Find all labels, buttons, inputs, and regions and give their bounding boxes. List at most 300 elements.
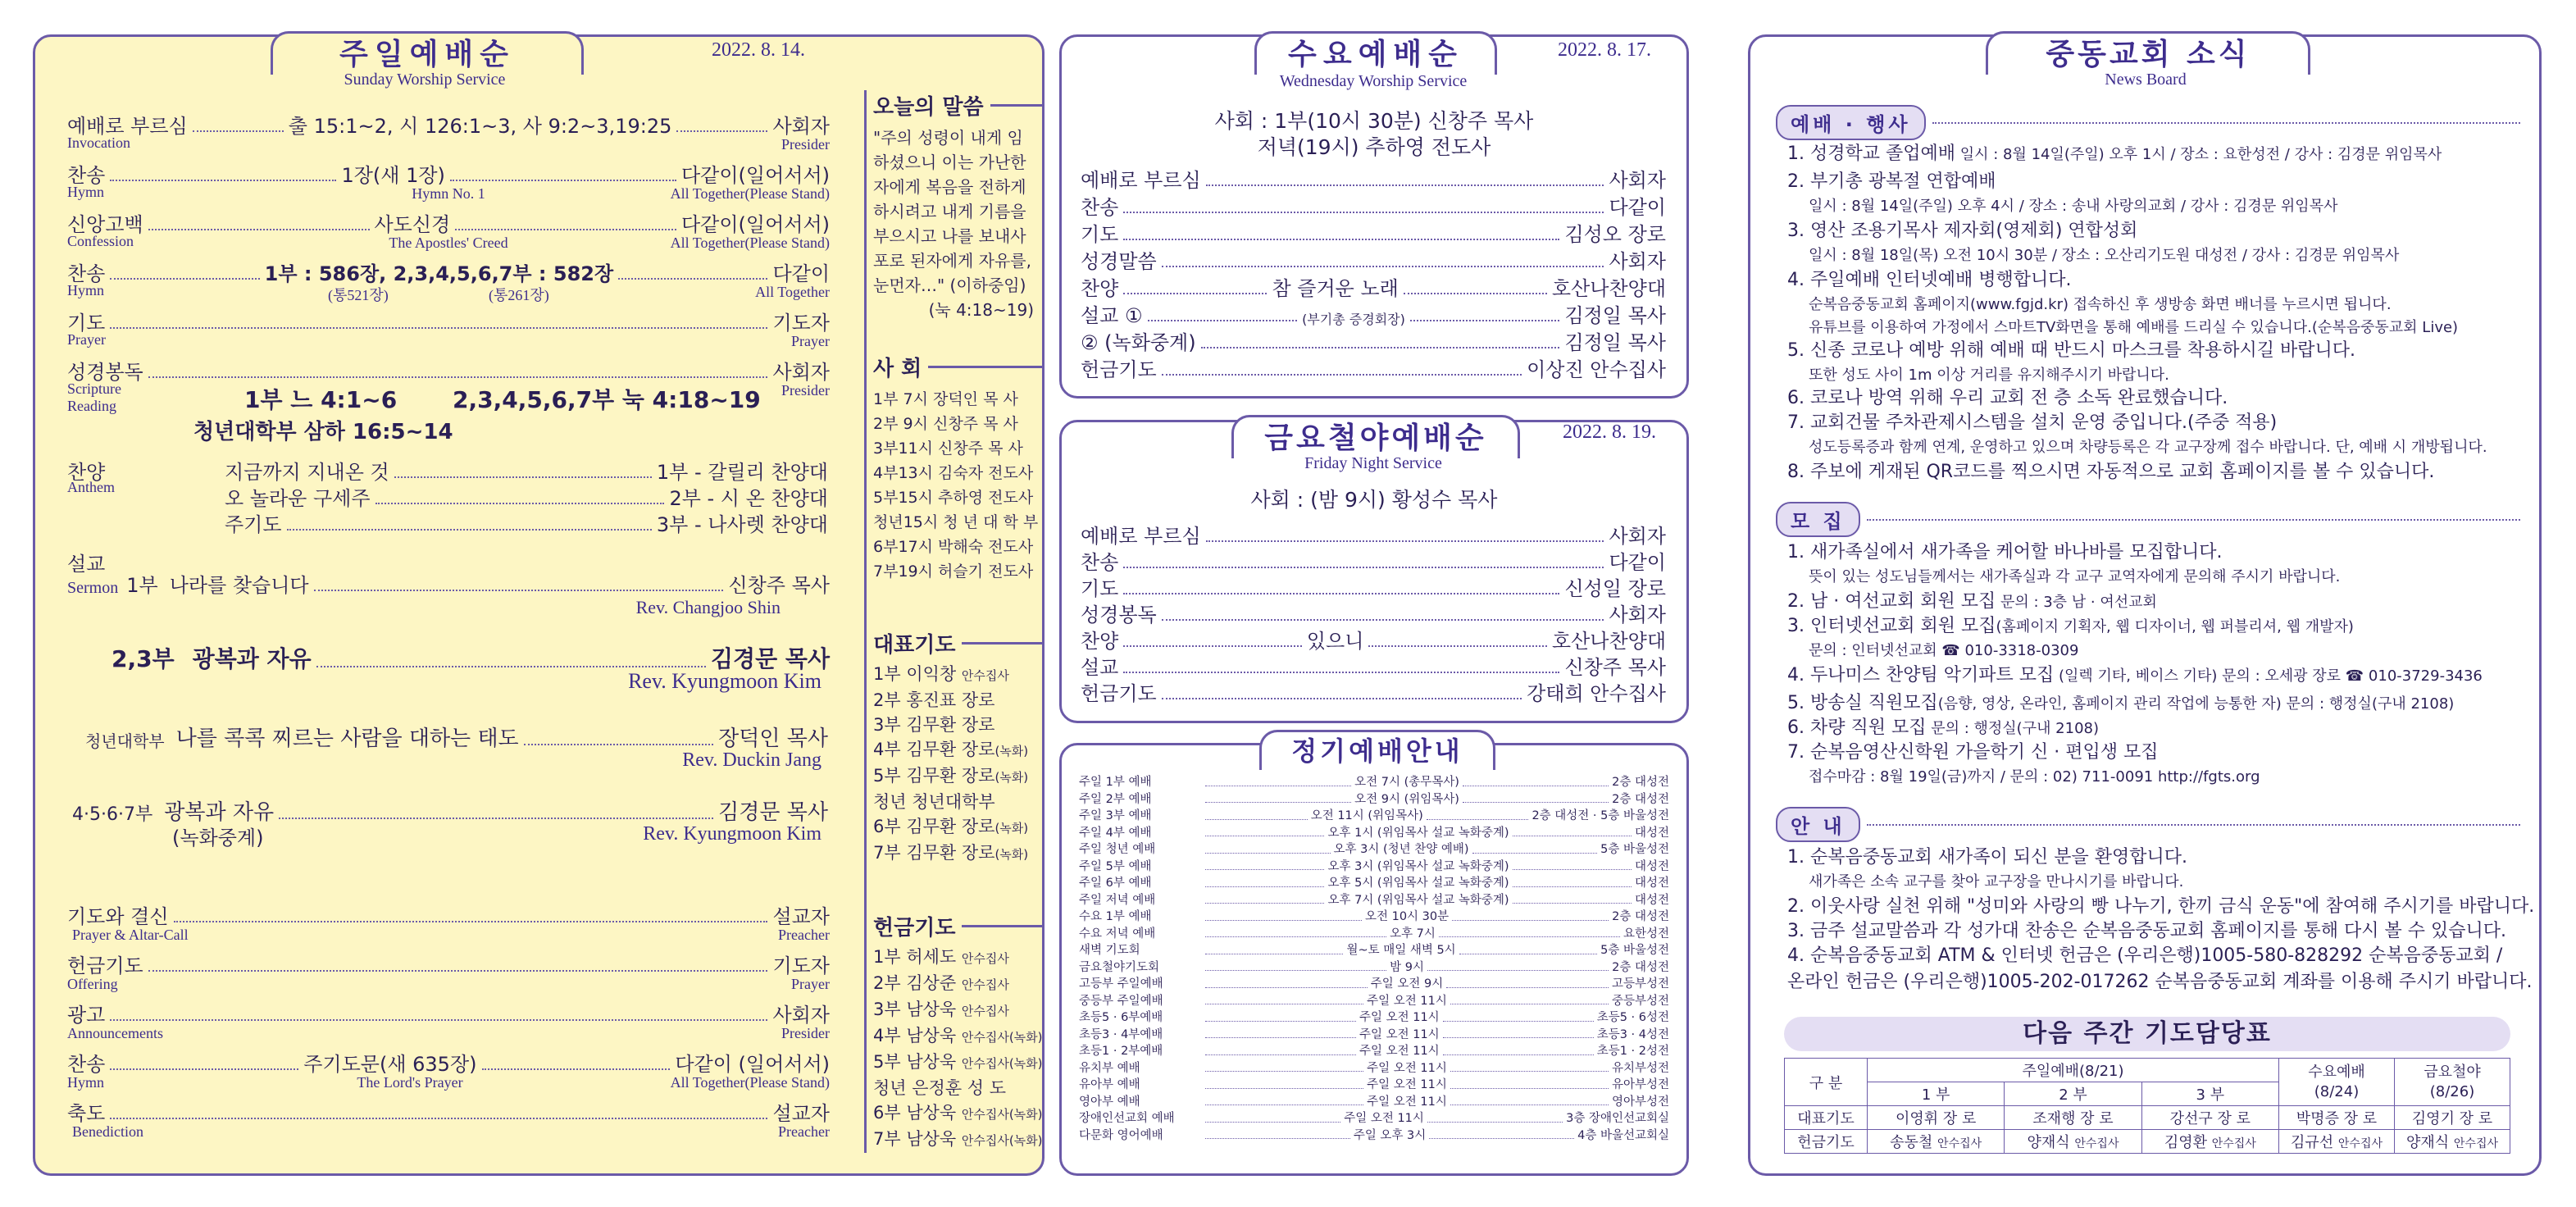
- order-label-en: Invocation: [67, 134, 130, 151]
- host-line: 7부19시 허슬기 전도사: [873, 563, 1034, 581]
- order-label-en: Hymn: [67, 1074, 104, 1091]
- order-right: 사회자: [772, 115, 830, 138]
- dotted-leader: [1450, 1094, 1609, 1106]
- dotted-leader: [1404, 293, 1547, 294]
- sermon-part-3: 청년대학부: [85, 731, 165, 751]
- duty-name: 강선구 장 로: [2169, 1110, 2251, 1127]
- dotted-leader: [1205, 825, 1324, 837]
- duty-role: 안수집사: [2337, 1137, 2383, 1150]
- news-section-events: 예배 · 행사: [1776, 105, 2520, 140]
- schedule-row: [1079, 1077, 1669, 1094]
- dotted-leader: [455, 229, 676, 230]
- schedule-name: 주일 1부 예배: [1079, 776, 1152, 789]
- news-detail: 순복음중동교회 홈페이지(www.fgjd.kr) 접속하신 후 생방송 화면 배너를 누르시면 됩니다.: [1809, 296, 2392, 313]
- order-right: 사회자: [772, 361, 830, 384]
- dotted-leader: [1443, 1027, 1594, 1039]
- dotted-leader: [1123, 239, 1559, 240]
- dotted-leader: [1123, 212, 1604, 213]
- dotted-leader: [1452, 909, 1609, 921]
- order-right: 다같이 (일어서서): [675, 1053, 830, 1076]
- offer-heading: 헌금기도: [873, 911, 1042, 941]
- schedule-place: 대성전: [1634, 877, 1670, 890]
- sermon-title-1: 나라를 찾습니다: [169, 574, 309, 597]
- order-right: 사회자: [772, 1004, 830, 1027]
- sermon-title-4b: (녹화중계): [172, 827, 264, 849]
- word-text: [873, 125, 1042, 322]
- sermon-row-1: [67, 569, 830, 598]
- schedule-name: 중등부 주일예배: [1079, 994, 1163, 1008]
- order-right-en: Presider: [781, 382, 830, 399]
- person-line: [873, 737, 1042, 763]
- order-right: 다같이(일어서서): [681, 213, 831, 236]
- dotted-leader: [1205, 942, 1343, 954]
- person-role: 안수집사: [961, 1004, 1009, 1018]
- sermon-title-2: 광복과 자유: [192, 645, 312, 672]
- order-right-en: Presider: [781, 136, 830, 153]
- order-label-en: Prayer & Altar-Call: [72, 927, 189, 943]
- sunday-subtitle: Sunday Worship Service: [344, 71, 506, 89]
- sermon-part-4: 4·5·6·7부: [72, 804, 153, 825]
- order-right: 사회자: [1609, 525, 1666, 548]
- word-line: 부으시고 나를 보내사: [873, 226, 1026, 246]
- schedule-place: 2층 대성전: [1612, 792, 1669, 806]
- schedule-name: 수요 저녁 예배: [1079, 927, 1156, 941]
- dotted-leader: [110, 1118, 767, 1119]
- order-right: 설교자: [772, 1102, 830, 1125]
- person-name: 6부 남상욱: [873, 1103, 962, 1123]
- news-inline: 문의 : 행정실(구내 2108): [1926, 720, 2100, 737]
- person-line: [873, 814, 1042, 840]
- order-center: 1장(새 1장): [341, 164, 445, 187]
- duty-name: 박명증 장 로: [2296, 1110, 2378, 1127]
- duty-cell: [2279, 1130, 2395, 1154]
- dotted-leader: [148, 376, 768, 378]
- dotted-leader: [1450, 1077, 1609, 1089]
- dotted-leader: [1450, 1060, 1609, 1073]
- news-detail: 뜻이 있는 성도님들께서는 새가족실과 각 교구 교역자에게 문의해 주시기 바랍니다.: [1809, 568, 2341, 585]
- friday-row: [1081, 546, 1666, 575]
- order-center-en: The Lord's Prayer: [357, 1074, 463, 1091]
- order-center: 사도신경: [374, 213, 451, 236]
- duty-name: 이영휘 장 로: [1895, 1110, 1977, 1127]
- order-center-sub-2: (통261장): [489, 287, 549, 303]
- dotted-leader: [110, 180, 336, 181]
- dotted-leader: [110, 327, 767, 329]
- person-line: [873, 945, 1042, 971]
- person-name: 청년 청년대학부: [873, 792, 995, 812]
- host-line: 4부13시 김숙자 전도사: [873, 464, 1034, 482]
- schedule-place: 5층 바울성전: [1600, 944, 1670, 957]
- dotted-leader: [110, 1019, 767, 1021]
- dotted-leader: [1206, 540, 1604, 542]
- sermon-row-3: [85, 722, 828, 752]
- schedule-time: 주일 오전 11시: [1359, 1011, 1440, 1024]
- scripture-c: 청년대학부 삼하 16:5~14: [193, 420, 453, 444]
- host-line: 6부17시 박해숙 전도사: [873, 538, 1034, 556]
- schedule-place: 5층 바울성전: [1600, 843, 1670, 856]
- schedule-time: 주일 오전 11시: [1359, 1045, 1440, 1058]
- dotted-leader: [1463, 774, 1609, 786]
- sunday-bottom-row: [67, 1097, 830, 1126]
- wednesday-subtitle: Wednesday Worship Service: [1279, 72, 1468, 90]
- dotted-leader: [1205, 1060, 1363, 1073]
- sermon-pastor-3: 장덕인 목사: [718, 726, 828, 751]
- duty-cell: [2279, 1106, 2395, 1130]
- news-headline: 4. 두나미스 찬양팀 악기파트 모집: [1787, 665, 2055, 685]
- order-label: 찬양: [1081, 277, 1119, 300]
- dotted-leader: [1205, 1127, 1350, 1140]
- order-label: 찬송: [1081, 196, 1119, 219]
- word-line: 하셨으니 이는 가난한: [873, 153, 1026, 172]
- dotted-leader: [1459, 942, 1597, 954]
- news-section-recruit: 모 집: [1776, 502, 2520, 537]
- duty-role: 안수집사: [1937, 1137, 1982, 1150]
- order-label: 성경봉독: [67, 361, 143, 384]
- order-label: 성경봉독: [1081, 604, 1157, 626]
- friday-host: 사회 : (밤 9시) 황성수 목사: [1250, 488, 1498, 512]
- news-detail: 또한 성도 사이 1m 이상 거리를 유지해주시기 바랍니다.: [1809, 367, 2169, 384]
- host-line: 1부 7시 장덕인 목 사: [873, 390, 1018, 408]
- schedule-place: 대성전: [1634, 893, 1670, 907]
- news-detail: 일시 : 8월 18일(목) 오전 10시 30분 / 장소 : 오산리기도원 대성전 / 강사 : 김경문 위임목사: [1809, 247, 2400, 264]
- news-item: [1787, 216, 2525, 265]
- schedule-time: 주일 오전 11시: [1367, 1061, 1447, 1075]
- person-name: 3부 김무환 장로: [873, 715, 995, 735]
- schedule-place: 유아부성전: [1611, 1078, 1670, 1091]
- news-item: [1787, 266, 2525, 337]
- host-line: 2부 9시 신창주 목 사: [873, 415, 1018, 433]
- order-label-en: Announcements: [67, 1025, 163, 1041]
- order-label: 예배로 부르심: [67, 115, 188, 138]
- schedule-name: 고등부 주일예배: [1079, 977, 1163, 991]
- friday-title: 금요철야예배순: [1231, 415, 1520, 458]
- dotted-leader: [1205, 1077, 1363, 1089]
- order-label: 헌금기도: [1081, 682, 1157, 705]
- schedule-place: 2층 대성전 · 5층 바울성전: [1531, 809, 1670, 822]
- dotted-leader: [1513, 875, 1632, 887]
- news-inline: (음향, 영상, 온라인, 홈페이지 관리 작업에 능통한 자) 문의 : 행정실(구내 2108): [1937, 695, 2455, 713]
- duty-cell: [1868, 1106, 2005, 1130]
- person-role: (녹화): [994, 770, 1029, 785]
- order-center-en: Hymn No. 1: [412, 185, 485, 202]
- dotted-leader: [1148, 320, 1298, 321]
- person-role: 안수집사: [961, 668, 1009, 683]
- duty-part-1: 1 부: [1868, 1082, 2005, 1106]
- dotted-leader: [1123, 645, 1301, 647]
- dotted-leader: [1472, 841, 1598, 854]
- person-name: 7부 남상욱: [873, 1129, 962, 1149]
- anthem-choir: 2부 - 시 온 찬양대: [669, 487, 828, 510]
- duty-row-label: 헌금기도: [1785, 1130, 1868, 1154]
- wednesday-row: [1081, 245, 1666, 274]
- schedule-name: 영아부 예배: [1079, 1095, 1140, 1109]
- person-name: 4부 김무환 장로: [873, 740, 995, 759]
- news-headline: 1. 순복음중동교회 새가족이 되신 분을 환영합니다.: [1787, 847, 2187, 868]
- schedule-name: 초등3 · 4부예배: [1079, 1027, 1163, 1041]
- news-item: [1787, 968, 2533, 993]
- sermon-pastor-3-en: Rev. Duckin Jang: [682, 749, 821, 771]
- schedule-row: [1079, 892, 1669, 909]
- schedule-time: 밤 9시: [1390, 960, 1424, 974]
- schedule-row: [1079, 1009, 1669, 1027]
- schedule-row: [1079, 959, 1669, 977]
- order-right: 다같이: [1609, 196, 1666, 219]
- order-right: 신창주 목사: [1564, 656, 1666, 679]
- schedule-place: 대성전: [1634, 826, 1670, 840]
- person-line: [873, 997, 1042, 1023]
- schedule-place: 2층 대성전: [1612, 776, 1669, 789]
- schedule-place: 중등부성전: [1611, 994, 1670, 1008]
- duty-cell: [2005, 1106, 2141, 1130]
- dotted-leader: [1513, 859, 1632, 871]
- order-center: (부기총 증경회장): [1302, 312, 1405, 327]
- schedule-row: [1079, 825, 1669, 842]
- person-name: 5부 김무환 장로: [873, 766, 995, 786]
- person-name: 6부 김무환 장로: [873, 817, 995, 836]
- schedule-time: 오후 3시 (위임목사 설교 녹화중계): [1327, 859, 1509, 873]
- news-title: 중동교회 소식: [1986, 31, 2310, 75]
- schedule-time: 주일 오전 11시: [1367, 1078, 1447, 1091]
- order-right-en: All Together(Please Stand): [670, 1074, 830, 1091]
- news-inline: 일시 : 8월 14일(주일) 오후 1시 / 장소 : 요한성전 / 강사 : 김경문 위임목사: [1955, 146, 2442, 163]
- schedule-place: 2층 대성전: [1612, 960, 1670, 974]
- dotted-leader: [1123, 672, 1559, 673]
- order-label: 기도: [67, 312, 106, 335]
- order-label-en: Prayer: [67, 331, 106, 348]
- person-line: [873, 840, 1042, 867]
- person-role: 안수집사(녹화): [961, 1056, 1043, 1071]
- order-label: 설교: [1081, 656, 1119, 679]
- sermon-pastor-2: 김경문 목사: [711, 645, 830, 672]
- word-line: "주의 성령이 내게 임: [873, 128, 1023, 148]
- person-line: [873, 662, 1042, 688]
- schedule-time: 오후 7시: [1390, 927, 1436, 941]
- dotted-leader: [1162, 698, 1522, 699]
- schedule-row: [1079, 976, 1669, 993]
- person-name: 청년 은정훈 성 도: [873, 1078, 1007, 1098]
- wednesday-row: [1081, 191, 1666, 220]
- person-role: 안수집사(녹화): [961, 1107, 1043, 1122]
- schedule-row: [1079, 808, 1669, 825]
- sermon-pastor-1-en: Rev. Changjoo Shin: [635, 597, 781, 617]
- dotted-leader: [394, 476, 652, 478]
- duty-title: 다음 주간 기도담당표: [1784, 1017, 2510, 1051]
- news-item: [1787, 336, 2525, 385]
- order-label-en: Offering: [67, 976, 118, 992]
- dotted-leader: [1123, 593, 1559, 594]
- news-headline: 7. 교회건물 주차관제시스템을 설치 운영 중입니다.(주중 적용): [1787, 412, 2278, 433]
- schedule-name: 수요 1부 예배: [1079, 910, 1152, 923]
- news-headline: 4. 순복음중동교회 ATM & 인터넷 헌금은 (우리은행)1005-580-828292 순복음중동교회 /: [1787, 945, 2503, 966]
- sermon-pastor-4-en: Rev. Kyungmoon Kim: [643, 823, 821, 845]
- prayer-heading: 대표기도: [873, 628, 1042, 658]
- news-headline: 4. 주일예배 인터넷예배 병행합니다.: [1787, 270, 2072, 290]
- order-label: ② (녹화중계): [1081, 331, 1196, 354]
- news-headline: 2. 남 · 여선교회 회원 모집: [1787, 591, 1996, 612]
- duty-cell: [2005, 1130, 2141, 1154]
- duty-role: 안수집사: [2211, 1137, 2256, 1150]
- sermon-pastor-4: 김경문 목사: [718, 800, 828, 825]
- dotted-leader: [148, 970, 768, 972]
- news-item: [1787, 917, 2525, 942]
- dotted-leader: [174, 921, 768, 922]
- news-item: [1787, 738, 2525, 786]
- duty-table: [1784, 1058, 2510, 1154]
- person-name: 3부 남상욱: [873, 1000, 962, 1019]
- dotted-leader: [1205, 875, 1324, 887]
- order-label: 헌금기도: [67, 954, 143, 977]
- dotted-leader: [1205, 1110, 1340, 1123]
- dotted-leader: [193, 130, 284, 132]
- schedule-row: [1079, 926, 1669, 943]
- duty-cell: [2395, 1130, 2510, 1154]
- order-label: 찬송: [67, 164, 106, 187]
- person-name: 1부 허세도: [873, 947, 962, 967]
- schedule-row: [1079, 875, 1669, 892]
- order-right-en: Presider: [781, 1025, 830, 1041]
- dotted-leader: [1205, 1009, 1356, 1022]
- dotted-leader: [110, 1068, 298, 1070]
- order-right: 다같이(일어서서): [680, 164, 830, 187]
- sermon-part-1: 1부: [126, 574, 158, 597]
- order-label-en: Scripture Reading: [67, 380, 121, 414]
- word-line: 자에게 복음을 전하게: [873, 177, 1026, 197]
- duty-head-wed: 수요예배 (8/24): [2279, 1059, 2395, 1106]
- friday-row: [1081, 651, 1666, 680]
- wednesday-date: 2022. 8. 17.: [1558, 39, 1651, 61]
- order-label: 기도: [1081, 223, 1119, 246]
- friday-date: 2022. 8. 19.: [1563, 421, 1656, 443]
- schedule-name: 주일 2부 예배: [1079, 792, 1152, 806]
- schedule-time: 오후 3시 (청년 찬양 예배): [1333, 843, 1469, 856]
- schedule-name: 장애인선교회 예배: [1079, 1112, 1175, 1125]
- schedule-row: [1079, 942, 1669, 959]
- order-right-en: All Together(Please Stand): [670, 235, 830, 251]
- schedule-place: 고등부성전: [1611, 977, 1669, 991]
- duty-row: [1785, 1106, 2510, 1130]
- schedule-name: 유치부 예배: [1079, 1061, 1140, 1075]
- order-right: 김성오 장로: [1564, 223, 1666, 246]
- wednesday-row: [1081, 218, 1666, 247]
- anthem-choir: 1부 - 갈릴리 찬양대: [656, 461, 828, 484]
- dotted-leader: [1513, 825, 1632, 837]
- prayer-list: [873, 662, 1042, 867]
- order-right-en: Preacher: [778, 1123, 830, 1140]
- wednesday-row: [1081, 326, 1666, 355]
- schedule-place: 초등5 · 6성전: [1596, 1011, 1669, 1024]
- dotted-leader: [1205, 808, 1308, 820]
- order-right: 다같이: [1609, 551, 1666, 574]
- dotted-leader: [1410, 320, 1560, 321]
- order-right: 김정일 목사: [1564, 304, 1666, 327]
- person-line: [873, 1023, 1042, 1050]
- news-item: [1787, 458, 2525, 483]
- schedule-time: 주일 오전 11시: [1344, 1112, 1424, 1125]
- person-role: 안수집사(녹화): [961, 1133, 1043, 1148]
- duty-name: 김규선: [2291, 1134, 2338, 1151]
- news-headline: 8. 주보에 게재된 QR코드를 찍으시면 자동적으로 교회 홈페이지를 볼 수 있습니다.: [1787, 462, 2435, 482]
- dotted-leader: [148, 229, 370, 230]
- friday-subtitle: Friday Night Service: [1304, 454, 1442, 472]
- dotted-leader: [1368, 645, 1546, 647]
- news-headline: 6. 차량 직원 모집: [1787, 717, 1927, 738]
- dotted-leader: [1162, 266, 1604, 267]
- news-detail: 유튜브를 이용하여 가정에서 스마트TV화면을 통해 예배를 드리실 수 있습니다.(순복음중동교회 Live): [1809, 319, 2459, 336]
- host-line: 5부15시 추하영 전도사: [873, 489, 1034, 507]
- schedule-name: 유아부 예배: [1079, 1078, 1140, 1091]
- dotted-leader: [1429, 1127, 1574, 1140]
- order-center: 있으니: [1306, 630, 1364, 653]
- person-line: [873, 790, 1042, 814]
- order-right: 사회자: [1609, 169, 1666, 192]
- person-role: (녹화): [994, 847, 1029, 862]
- dotted-leader: [1205, 959, 1386, 972]
- order-label: 찬송: [67, 262, 106, 285]
- dotted-leader: [1205, 909, 1362, 921]
- schedule-time: 오전 7시 (총무목사): [1354, 776, 1459, 789]
- duty-role: 안수집사: [2074, 1137, 2119, 1150]
- order-center: 출 15:1~2, 시 126:1~3, 사 9:2~3,19:25: [288, 115, 672, 138]
- schedule-place: 대성전: [1634, 859, 1670, 873]
- dotted-leader: [1427, 959, 1609, 972]
- news-headline: 2. 이웃사랑 실천 위해 "성미와 사랑의 빵 나누기, 한끼 금식 운동"에 참여해 주시기를 바랍니다.: [1787, 896, 2535, 917]
- duty-name: 양재식: [2406, 1134, 2454, 1151]
- news-item: [1787, 612, 2525, 660]
- dotted-leader: [1443, 1009, 1594, 1022]
- dotted-leader: [1513, 892, 1632, 904]
- person-name: 4부 남상욱: [873, 1026, 962, 1045]
- anthem-row: [225, 508, 828, 537]
- dotted-leader: [110, 278, 259, 280]
- schedule-name: 새벽 기도회: [1079, 944, 1140, 957]
- news-headline: 3. 금주 설교말씀과 각 성가대 찬송은 순복음중동교회 홈페이지를 통해 다시 볼 수 있습니다.: [1787, 921, 2506, 941]
- schedule-name: 주일 6부 예배: [1079, 877, 1152, 890]
- dotted-leader: [1205, 791, 1351, 804]
- person-name: 7부 김무환 장로: [873, 843, 995, 863]
- dotted-leader: [1205, 1094, 1363, 1106]
- news-item: [1787, 941, 2525, 967]
- anthem-title: 지금까지 지내온 것: [225, 461, 389, 484]
- schedule-row: [1079, 1127, 1669, 1145]
- order-label: 신앙고백: [67, 213, 143, 236]
- schedule-name: 금요철야기도회: [1079, 960, 1160, 974]
- schedule-time: 오후 5시 (위임목사 설교 녹화중계): [1327, 877, 1509, 890]
- word-line: 눈먼자…" (이하중임): [873, 276, 1026, 295]
- order-right: 호산나찬양대: [1551, 630, 1667, 653]
- schedule-row: [1079, 1027, 1669, 1044]
- news-item: [1787, 384, 2525, 409]
- person-line: [873, 1076, 1042, 1100]
- sermon-pastor-1: 신창주 목사: [728, 574, 830, 597]
- news-headline: 1. 성경학교 졸업예배: [1787, 143, 1955, 164]
- schedule-row: [1079, 1060, 1669, 1077]
- news-inline: 문의 : 3층 남 · 여선교회: [1996, 594, 2157, 611]
- wednesday-title: 수요예배순: [1254, 31, 1497, 75]
- schedule-row: [1079, 859, 1669, 876]
- dotted-leader: [1427, 808, 1529, 820]
- dotted-leader: [676, 130, 767, 132]
- news-headline: 6. 코로나 방역 위해 우리 교회 전 층 소독 완료했습니다.: [1787, 388, 2228, 408]
- host-line: 청년15시 청 년 대 학 부: [873, 513, 1039, 531]
- schedule-row: [1079, 993, 1669, 1010]
- dotted-leader: [450, 180, 676, 181]
- sermon-label-en: Sermon: [67, 579, 119, 597]
- dotted-leader: [1205, 774, 1351, 786]
- news-detail: 일시 : 8월 14일(주일) 오후 4시 / 장소 : 송내 사랑의교회 / 강사 : 김경문 위임목사: [1809, 198, 2338, 215]
- order-label: 찬송: [67, 1053, 106, 1076]
- news-item: [1787, 139, 2525, 165]
- schedule-place: 유치부성전: [1611, 1061, 1670, 1075]
